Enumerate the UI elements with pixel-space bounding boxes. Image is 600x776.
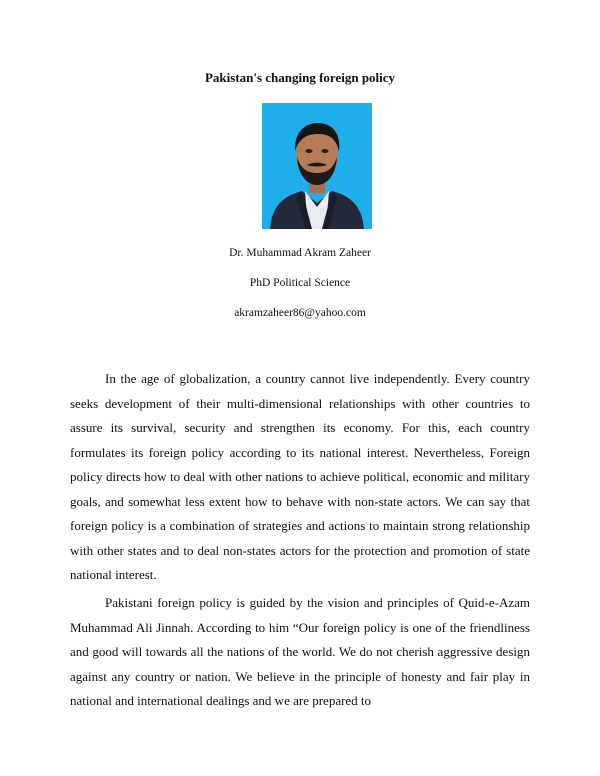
body-paragraph-1: [70, 367, 530, 588]
body-paragraph-2: [70, 591, 530, 714]
author-degree: PhD Political Science: [249, 277, 351, 289]
author-photo: [262, 103, 372, 229]
author-name: Dr. Muhammad Akram Zaheer: [229, 247, 371, 259]
author-portrait-image: [262, 103, 372, 229]
paragraph-text: Pakistani foreign policy is guided by the vision and principles of Quid-e-Azam Muhammad Ali Jinnah. According to him “Our foreign policy is one of the friendliness and good will towards all the nations of the world. We do not cherish aggressive design against any country or nation. We believe in the principle of honesty and fair play in national and international dealings and we are prepared to: [70, 595, 530, 708]
document-title: Pakistan's changing foreign policy: [204, 70, 396, 85]
paragraph-text: In the age of globalization, a country cannot live independently. Every country seeks development of their multi-dimensional relationships with other countries to assure its survival, security and strengthen its economy. For this, each country formulates its foreign policy according to its national interest. Nevertheless, Foreign policy directs how to deal with other nations to achieve political, economic and military goals, and somewhat less extent how to behave with non-state actors. We can say that foreign policy is a combination of strategies and actions to maintain strong relationship with other states and to deal non-states actors for the protection and promotion of state national interest.: [70, 371, 530, 582]
author-email: akramzaheer86@yahoo.com: [234, 307, 366, 319]
